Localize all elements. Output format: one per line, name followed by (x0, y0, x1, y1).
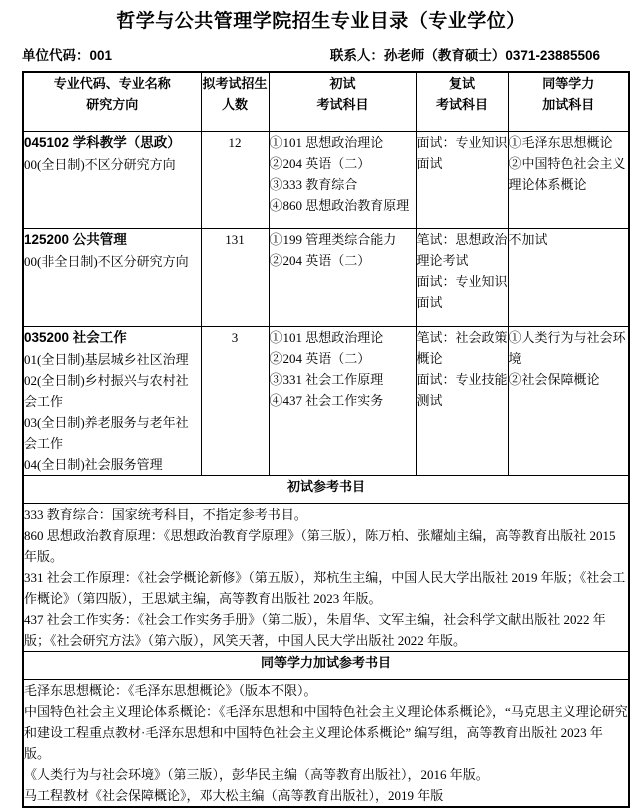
text-line: 面试：专业知识面试 (416, 274, 508, 310)
table-header-row (23, 72, 629, 132)
contact-label: 联系人：孙老师（教育硕士）0371-23885506 (329, 48, 600, 63)
text-line: 专业代码、专业名称 (53, 76, 171, 91)
program-directions (24, 154, 201, 175)
text-line: 面试：专业知识面试 (416, 135, 508, 171)
equivalency-references-title: 同等学力加试参考书目 (23, 652, 629, 680)
text-line: ②204 英语（二） (269, 253, 371, 268)
text-line: 马工程教材《社会保障概论》，邓大松主编（高等教育出版社），2019 年版 (24, 788, 444, 803)
text-line: 01(全日制)基层城乡社区治理 (24, 352, 189, 367)
text-line: 331 社会工作原理：《社会学概论新修》（第五版），郑杭生主编，中国人民大学出版社 2019 年版；《社会工作概论》（第四版），王思斌主编，高等教育出版社 2023 年版。 (24, 570, 626, 606)
retest-subjects-cell (416, 327, 508, 476)
text-line: 初试 (329, 76, 356, 91)
text-line: ②204 英语（二） (269, 156, 371, 171)
retest-subjects-cell (416, 132, 508, 229)
text-line: 研究方向 (86, 97, 139, 112)
initial-references-title: 初试参考书目 (23, 476, 629, 504)
initial-subjects-cell (269, 229, 416, 327)
text-line: 02(全日制)乡村振兴与农村社会工作 (24, 373, 189, 409)
text-line: 00(全日制)不区分研究方向 (24, 157, 176, 172)
section-title-row (23, 476, 629, 504)
program-directions (24, 251, 201, 272)
program-code-name: 045102 学科教学（思政） (24, 135, 181, 150)
text-line: ①101 思想政治理论 (269, 330, 384, 345)
text-line: 不加试 (508, 232, 548, 247)
text-line: 860 思想政治教育原理：《思想政治教育学原理》（第三版），陈万柏、张耀灿主编，高等教育出版社 2015 年版。 (24, 528, 616, 564)
header-cell-count (201, 72, 269, 132)
text-line: 人数 (221, 97, 248, 112)
text-line: 333 教育综合：国家统考科目，不指定参考书目。 (24, 507, 307, 522)
program-code-name: 125200 公共管理 (24, 232, 127, 247)
text-line: 437 社会工作实务：《社会工作实务手册》（第二版），朱眉华、文军主编，社会科学文献出版社 2022 年版；《社会研究方法》（第六版），风笑天著，中国人民大学出版社 2022 年版。 (24, 612, 606, 648)
document-page (0, 6, 642, 803)
text-line: 同等学力 (542, 76, 595, 91)
program-row (23, 132, 629, 229)
text-line: ②社会保障概论 (508, 372, 600, 387)
text-line: 04(全日制)社会服务管理 (24, 457, 163, 472)
enrollment-count-cell: 131 (201, 229, 269, 327)
unit-code-label: 单位代码：001 (22, 48, 113, 63)
program-name-cell (23, 327, 201, 476)
text-line: ①毛泽东思想概论 (508, 135, 613, 150)
equivalency-subjects-cell (508, 229, 629, 327)
retest-subjects-cell (416, 229, 508, 327)
enrollment-count-cell: 12 (201, 132, 269, 229)
program-name-cell (23, 132, 201, 229)
text-line: 笔试：社会政策概论 (416, 330, 508, 366)
text-line: 《人类行为与社会环境》（第三版），彭华民主编（高等教育出版社），2016 年版。 (24, 767, 489, 782)
program-code-name: 035200 社会工作 (24, 330, 127, 345)
program-directions (24, 349, 201, 475)
text-line: ①人类行为与社会环境 (508, 330, 626, 366)
program-row (23, 229, 629, 327)
section-title-row (23, 652, 629, 680)
header-cell-equivalency (508, 72, 629, 132)
equivalency-subjects-cell (508, 327, 629, 476)
section-body-row (23, 504, 629, 652)
text-line: ②中国特色社会主义理论体系概论 (508, 156, 626, 192)
text-line: 考试科目 (435, 97, 488, 112)
text-line: 毛泽东思想概论：《毛泽东思想概论》（版本不限）。 (24, 683, 317, 698)
enrollment-count-cell: 3 (201, 327, 269, 476)
text-line: ①199 管理类综合能力 (269, 232, 397, 247)
text-line: ③333 教育综合 (269, 177, 358, 192)
equivalency-subjects-cell (508, 132, 629, 229)
header-cell-retest (416, 72, 508, 132)
initial-references-content (23, 504, 629, 652)
header-cell-program (23, 72, 201, 132)
text-line: ③331 社会工作原理 (269, 372, 384, 387)
text-line: 考试科目 (316, 97, 369, 112)
header-cell-initial-exam (269, 72, 416, 132)
text-line: 拟考试招生 (202, 76, 268, 91)
text-line: 复试 (448, 76, 475, 91)
program-row (23, 327, 629, 476)
text-line: 中国特色社会主义理论体系概论：《毛泽东思想和中国特色社会主义理论体系概论》，“马克思主义理论研究和建设工程重点教材·毛泽东思想和中国特色社会主义理论体系概论” 编写组，高等教育出版社 2023 年版。 (24, 704, 628, 761)
info-row (22, 44, 628, 64)
initial-subjects-cell (269, 327, 416, 476)
text-line: ①101 思想政治理论 (269, 135, 384, 150)
equivalency-references-content (23, 680, 629, 808)
text-line: 面试：专业技能测试 (416, 372, 508, 408)
text-line: ④860 思想政治教育原理 (269, 198, 410, 213)
text-line: 03(全日制)养老服务与老年社会工作 (24, 415, 189, 451)
text-line: 加试科目 (542, 97, 595, 112)
text-line: ②204 英语（二） (269, 351, 371, 366)
admissions-table (22, 71, 630, 808)
program-name-cell (23, 229, 201, 327)
text-line: 00(非全日制)不区分研究方向 (24, 254, 189, 269)
section-body-row (23, 680, 629, 808)
page-title: 哲学与公共管理学院招生专业目录（专业学位） (116, 11, 526, 32)
text-line: ④437 社会工作实务 (269, 393, 384, 408)
text-line: 笔试：思想政治理论考试 (416, 232, 508, 268)
initial-subjects-cell (269, 132, 416, 229)
